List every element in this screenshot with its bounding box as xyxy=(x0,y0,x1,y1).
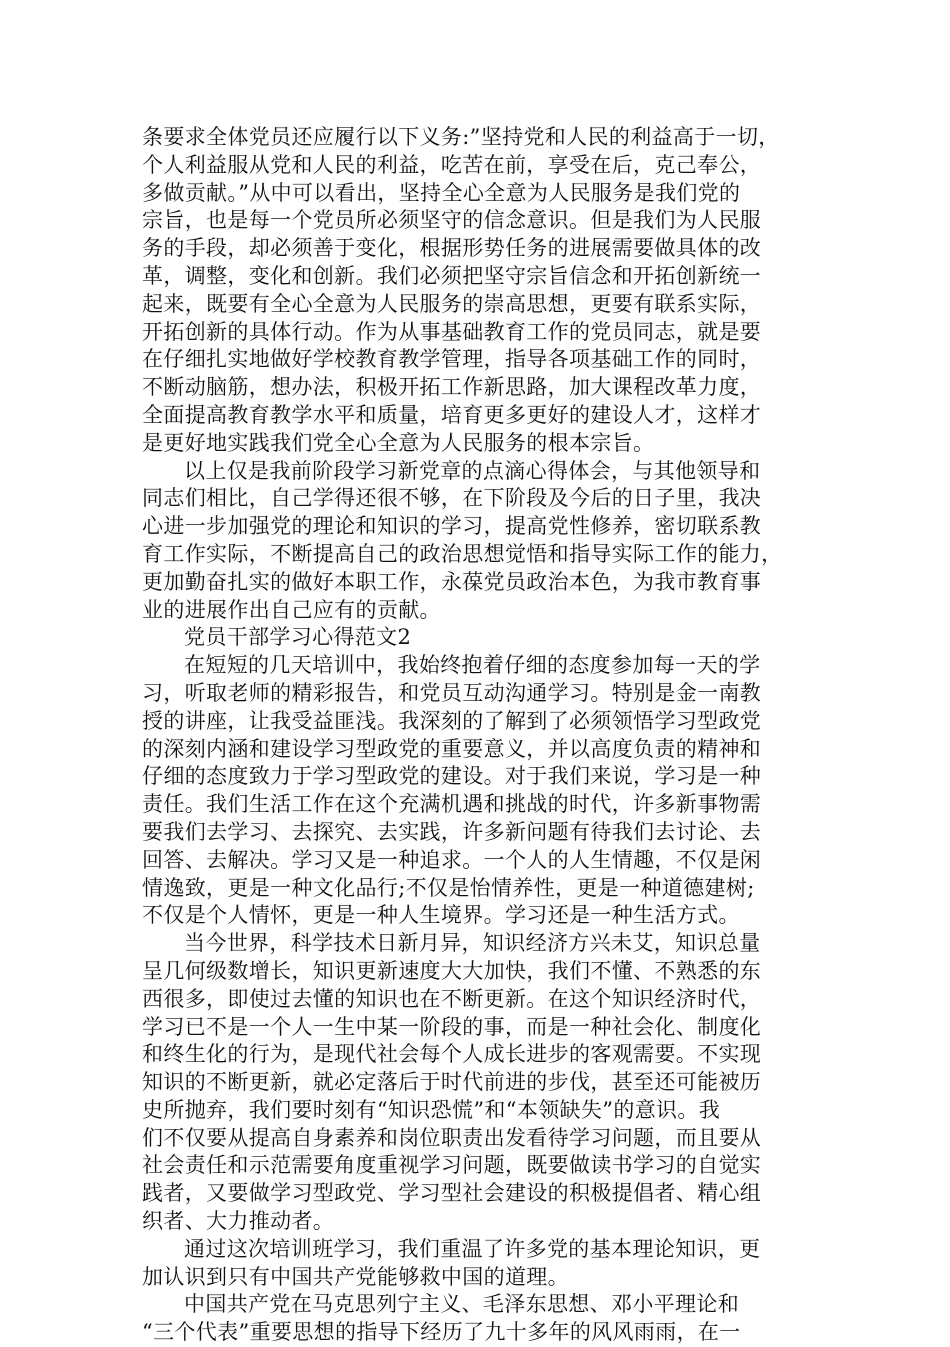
text-line: 社会责任和示范需要角度重视学习问题，既要做读书学习的自觉实 xyxy=(142,1153,762,1178)
text-line: 知识的不断更新，就必定落后于时代前进的步伐，甚至还可能被历 xyxy=(142,1070,762,1095)
text-line: 学习已不是一个人一生中某一阶段的事，而是一种社会化、制度化 xyxy=(142,1014,762,1039)
text-line: 要我们去学习、去探究、去实践，许多新问题有待我们去讨论、去 xyxy=(142,819,762,844)
text-line: 育工作实际，不断提高自己的政治思想觉悟和指导实际工作的能力， xyxy=(142,541,783,566)
text-line: 党员干部学习心得范文2 xyxy=(184,625,412,650)
text-line: 不断动脑筋，想办法，积极开拓工作新思路，加大课程改革力度， xyxy=(142,375,762,400)
text-line: 通过这次培训班学习，我们重温了许多党的基本理论知识，更 xyxy=(184,1236,761,1261)
text-line: “三个代表”重要思想的指导下经历了九十多年的风风雨雨，在一 xyxy=(142,1320,741,1345)
text-line: 当今世界，科学技术日新月异，知识经济方兴未艾，知识总量 xyxy=(184,931,761,956)
text-line: 践者，又要做学习型政党、学习型社会建设的积极提倡者、精心组 xyxy=(142,1181,762,1206)
text-line: 加认识到只有中国共产党能够救中国的道理。 xyxy=(142,1264,569,1289)
text-line: 在短短的几天培训中，我始终抱着仔细的态度参加每一天的学 xyxy=(184,653,761,678)
text-line: 起来，既要有全心全意为人民服务的崇高思想，更要有联系实际， xyxy=(142,291,762,316)
text-line: 授的讲座，让我受益匪浅。我深刻的了解到了必须领悟学习型政党 xyxy=(142,708,762,733)
text-line: 同志们相比，自己学得还很不够，在下阶段及今后的日子里，我决 xyxy=(142,486,762,511)
document-page xyxy=(142,124,818,1347)
text-line: 革，调整，变化和创新。我们必须把坚守宗旨信念和开拓创新统一 xyxy=(142,263,762,288)
text-line: 务的手段，却必须善于变化，根据形势任务的进展需要做具体的改 xyxy=(142,236,762,261)
text-line: 呈几何级数增长，知识更新速度大大加快，我们不懂、不熟悉的东 xyxy=(142,958,762,983)
text-line: 回答、去解决。学习又是一种追求。一个人的人生情趣，不仅是闲 xyxy=(142,847,762,872)
text-line: 更加勤奋扎实的做好本职工作，永葆党员政治本色，为我市教育事 xyxy=(142,569,762,594)
text-line: 情逸致，更是一种文化品行;不仅是怡情养性，更是一种道德建树; xyxy=(142,875,755,900)
text-line: 不仅是个人情怀，更是一种人生境界。学习还是一种生活方式。 xyxy=(142,903,740,928)
text-line: 们不仅要从提高自身素养和岗位职责出发看待学习问题，而且要从 xyxy=(142,1125,762,1150)
text-line: 织者、大力推动者。 xyxy=(142,1209,335,1234)
text-line: 仔细的态度致力于学习型政党的建设。对于我们来说，学习是一种 xyxy=(142,764,762,789)
text-line: 和终生化的行为，是现代社会每个人成长进步的客观需要。不实现 xyxy=(142,1042,762,1067)
text-line: 以上仅是我前阶段学习新党章的点滴心得体会，与其他领导和 xyxy=(184,458,761,483)
text-line: 多做贡献。”从中可以看出，坚持全心全意为人民服务是我们党的 xyxy=(142,180,741,205)
text-line: 全面提高教育教学水平和质量，培育更多更好的建设人才，这样才 xyxy=(142,402,762,427)
text-line: 是更好地实践我们党全心全意为人民服务的根本宗旨。 xyxy=(142,430,655,455)
text-line: 责任。我们生活工作在这个充满机遇和挑战的时代，许多新事物需 xyxy=(142,792,762,817)
text-line: 在仔细扎实地做好学校教育教学管理，指导各项基础工作的同时， xyxy=(142,347,762,372)
text-line: 史所抛弃，我们要时刻有“知识恐慌”和“本领缺失”的意识。我 xyxy=(142,1097,721,1122)
text-line: 开拓创新的具体行动。作为从事基础教育工作的党员同志，就是要 xyxy=(142,319,762,344)
text-line: 的深刻内涵和建设学习型政党的重要意义，并以高度负责的精神和 xyxy=(142,736,762,761)
text-line: 个人利益服从党和人民的利益，吃苦在前，享受在后，克己奉公， xyxy=(142,152,762,177)
text-line: 中国共产党在马克思列宁主义、毛泽东思想、邓小平理论和 xyxy=(184,1292,740,1317)
text-line: 习，听取老师的精彩报告，和党员互动沟通学习。特别是金一南教 xyxy=(142,680,762,705)
text-line: 西很多，即使过去懂的知识也在不断更新。在这个知识经济时代， xyxy=(142,986,762,1011)
text-line: 宗旨，也是每一个党员所必须坚守的信念意识。但是我们为人民服 xyxy=(142,208,762,233)
text-line: 条要求全体党员还应履行以下义务:”坚持党和人民的利益高于一切， xyxy=(142,125,780,149)
text-line: 心进一步加强党的理论和知识的学习，提高党性修养，密切联系教 xyxy=(142,514,762,539)
text-line: 业的进展作出自己应有的贡献。 xyxy=(142,597,441,622)
